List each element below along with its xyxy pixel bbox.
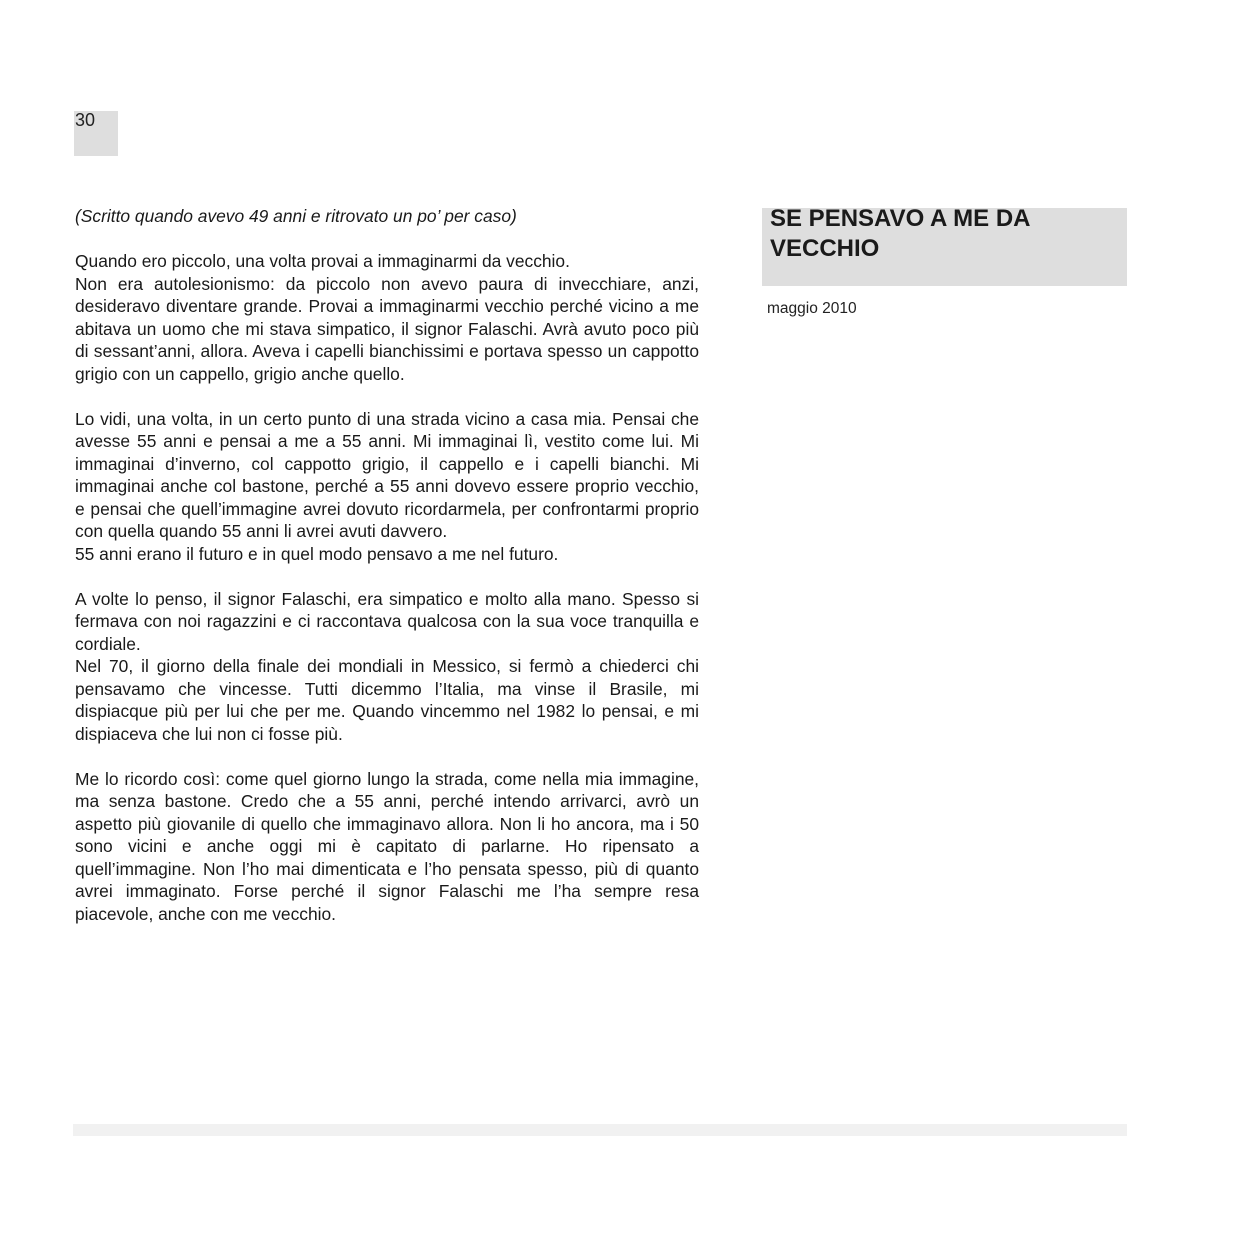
page-number: 30 xyxy=(75,110,96,130)
paragraph-line: 55 anni erano il futuro e in quel modo pensavo a me nel futuro. xyxy=(75,543,559,564)
paragraph-line: Lo vidi, una volta, in un certo punto di una strada vicino a casa mia. Pensai che avesse 55 anni e pensai a me a 55 anni. Mi immaginai lì, vestito come lui. Mi immaginai d’inverno, col cappotto grigio, il cappello e i capelli bianchi. Mi immaginai anche col bastone, perché a 55 anni dovevo essere proprio vecchio, e pensai che quell’immagine avrei dovuto ricordarmela, per confrontarmi proprio con quella quando 55 anni li avrei avuti davvero. xyxy=(75,408,699,541)
article-body xyxy=(75,205,699,948)
article-title: SE PENSAVO A ME DA VECCHIO xyxy=(770,205,1030,262)
intro-note: (Scritto quando avevo 49 anni e ritrovato un po’ per caso) xyxy=(75,206,517,226)
paragraph-1 xyxy=(75,250,699,385)
article-date: maggio 2010 xyxy=(767,300,857,317)
paragraph-line: A volte lo penso, il signor Falaschi, era simpatico e molto alla mano. Spesso si fermava con noi ragazzini e ci raccontava qualcosa con la sua voce tranquilla e cordiale. xyxy=(75,588,699,654)
paragraph-2 xyxy=(75,408,699,566)
paragraph-line: Non era autolesionismo: da piccolo non avevo paura di invecchiare, anzi, desideravo diventare grande. Provai a immaginarmi vecchio perché vicino a me abitava un uomo che mi stava simpatico, il signor Falaschi. Avrà avuto poco più di sessant’anni, allora. Aveva i capelli bianchissimi e portava spesso un cappotto grigio con un cappello, grigio anche quello. xyxy=(75,273,699,384)
footer-bar xyxy=(73,1124,1127,1136)
paragraph-line: Nel 70, il giorno della finale dei mondiali in Messico, si fermò a chiederci chi pensavamo che vincesse. Tutti dicemmo l’Italia, ma vinse il Brasile, mi dispiacque più per lui che per me. Quando vincemmo nel 1982 lo pensai, e mi dispiaceva che lui non ci fosse più. xyxy=(75,656,699,744)
paragraph-3 xyxy=(75,588,699,746)
paragraph-line: Me lo ricordo così: come quel giorno lungo la strada, come nella mia immagine, ma senza bastone. Credo che a 55 anni, perché intendo arrivarci, avrò un aspetto più giovanile di quello che immaginavo allora. Non li ho ancora, ma i 50 sono vicini e anche oggi mi è capitato di parlarne. Ho ripensato a quell’immagine. Non l’ho mai dimenticata e l’ho pensata spesso, più di quanto avrei immaginato. Forse perché il signor Falaschi me l’ha sempre resa piacevole, anche con me vecchio. xyxy=(75,768,699,924)
paragraph-4 xyxy=(75,768,699,926)
paragraph-line: Quando ero piccolo, una volta provai a immaginarmi da vecchio. xyxy=(75,251,570,271)
